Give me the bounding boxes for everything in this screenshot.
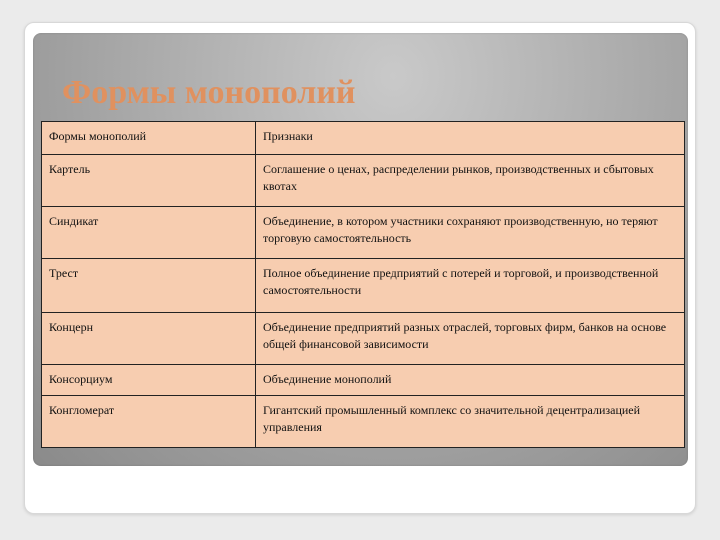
form-cell: Концерн (42, 313, 256, 365)
table-row (42, 365, 685, 396)
table-row (42, 313, 685, 365)
feature-cell: Объединение, в котором участники сохраняют производственную, но теряют торговую самостоятельность (256, 207, 685, 259)
form-cell: Трест (42, 259, 256, 313)
slide-title: Формы монополий (62, 74, 356, 111)
feature-cell: Полное объединение предприятий с потерей и торговой, и производственной самостоятельности (256, 259, 685, 313)
header-cell-features: Признаки (256, 122, 685, 155)
feature-cell: Объединение монополий (256, 365, 685, 396)
form-cell: Картель (42, 155, 256, 207)
monopoly-forms-table (41, 121, 685, 448)
table-row (42, 207, 685, 259)
form-cell: Конгломерат (42, 396, 256, 448)
table-row (42, 155, 685, 207)
monopoly-forms-table-container (41, 121, 684, 448)
feature-cell: Объединение предприятий разных отраслей, торговых фирм, банков на основе общей финансовой зависимости (256, 313, 685, 365)
table-row (42, 259, 685, 313)
form-cell: Консорциум (42, 365, 256, 396)
table-row (42, 396, 685, 448)
feature-cell: Гигантский промышленный комплекс со значительной децентрализацией управления (256, 396, 685, 448)
table-header-row (42, 122, 685, 155)
feature-cell: Соглашение о ценах, распределении рынков, производственных и сбытовых квотах (256, 155, 685, 207)
header-cell-forms: Формы монополий (42, 122, 256, 155)
form-cell: Синдикат (42, 207, 256, 259)
